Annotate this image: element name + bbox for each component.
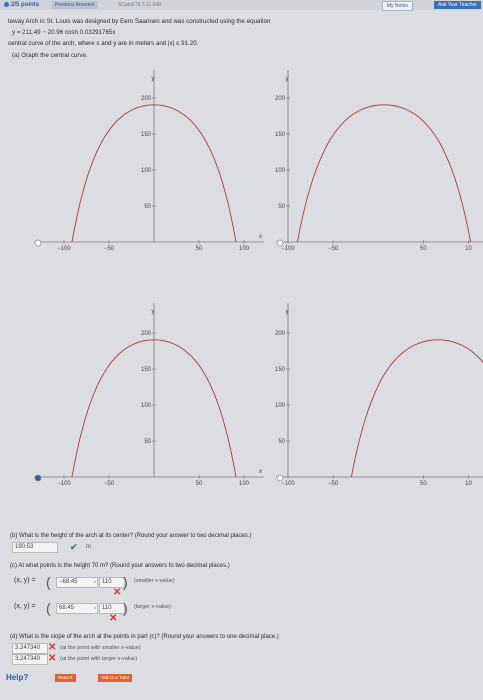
x-tick-label: −50 [103,246,115,252]
x-axis-label: x [259,234,262,240]
graph-option-2[interactable] [276,62,483,282]
x-tick-label: −50 [328,481,339,487]
incorrect-x-icon: ✕ [48,642,57,653]
y-tick-label: 50 [278,204,285,210]
problem-intro-line1: teway Arch in St. Louis was designed by Eero Saarinen and was constructed using the equation [8,18,271,25]
correct-check-icon: ✔ [70,542,78,552]
part-d-answer1-field[interactable]: 3.247340 [12,643,48,654]
comma-separator: , [94,603,96,610]
graph-radio-button[interactable] [35,240,41,246]
y-tick-label: 150 [140,132,151,138]
y-tick-label: 150 [274,367,285,373]
y-axis-label: y [151,76,155,82]
problem-equation: y = 211.49 − 20.96 cosh 0.03291765x [12,29,116,36]
y-tick-label: 100 [274,403,285,409]
x-tick-label: 50 [420,481,427,487]
incorrect-x-icon: ✕ [109,613,118,624]
close-paren-icon: ) [123,600,128,616]
graph-option-4[interactable] [276,295,483,515]
x-tick-label: 100 [238,246,250,252]
y-tick-label: 200 [140,331,151,337]
part-a-question: (a) Graph the central curve. [12,52,88,59]
y-axis-label: y [151,309,155,315]
x-tick-label: −100 [281,246,295,252]
comma-separator: , [94,577,96,584]
part-d-question: (d) What is the slope of the arch at the points in part (c)? (Round your answers to one decimal place.) [10,634,279,640]
part-c-x2-field[interactable]: 68.45 [56,603,98,614]
part-c-hint2: (larger x-value) [134,604,171,610]
problem-reference: SCalcET8 3.11.048 [118,2,161,8]
my-notes-button[interactable]: My Notes [382,1,413,11]
part-c-pair1-label: (x, y) = [14,577,36,584]
graph-radio-button[interactable] [277,240,283,246]
ask-teacher-button[interactable]: Ask Your Teacher [434,1,481,9]
x-axis-label: x [259,469,262,475]
talk-to-tutor-button[interactable]: Talk to a Tutor [98,674,132,682]
x-tick-label: 50 [195,481,203,487]
graph-radio-button[interactable] [277,475,283,481]
x-tick-label: −100 [57,246,71,252]
graph-option-1[interactable] [34,62,264,282]
part-b-unit: m [86,544,91,550]
part-d-hint1: (at the point with smaller x-value) [60,645,141,651]
arch-curve [351,340,483,477]
y-axis-label: y [285,76,289,82]
y-tick-label: 50 [144,439,151,445]
part-c-question: (c) At what points is the height 70 m? (Round your answers to two decimal places.) [10,563,230,569]
incorrect-x-icon: ✕ [113,587,122,598]
arch-curve [297,105,470,242]
part-c-x1-field[interactable]: −68.45 [56,577,98,588]
part-b-question: (b) What is the height of the arch at its center? (Round your answer to two decimal places.) [10,533,252,539]
x-tick-label: 50 [420,246,427,252]
open-paren-icon: ( [46,574,51,590]
y-tick-label: 200 [274,331,285,337]
y-tick-label: 50 [278,439,285,445]
x-tick-label: −100 [57,481,71,487]
problem-intro-line3: central curve of the arch, where x and y are in meters and |x| ≤ 91.20. [8,40,199,47]
graph-radio-button[interactable] [35,475,41,481]
x-tick-label: 50 [195,246,203,252]
top-bar [0,0,483,10]
x-tick-label: −50 [328,246,339,252]
status-dot-icon [4,2,9,7]
part-b-answer-field[interactable]: 190.53 [12,542,58,553]
points-label: 2/5 points [11,2,40,8]
points-status [4,0,39,10]
x-tick-label: 100 [238,481,250,487]
y-tick-label: 150 [274,132,285,138]
x-tick-label: −50 [103,481,115,487]
help-link[interactable]: Help? [6,673,29,682]
x-tick-label: −100 [281,481,295,487]
graph-option-3[interactable] [34,295,264,515]
part-d-hint2: (at the point with larger x-value) [60,656,138,662]
y-tick-label: 100 [274,168,285,174]
open-paren-icon: ( [46,600,51,616]
y-tick-label: 200 [140,96,151,102]
close-paren-icon: ) [123,574,128,590]
x-tick-label: 10 [465,246,472,252]
read-it-button[interactable]: Read It [55,674,76,682]
previous-answers-button[interactable]: Previous Answers [52,1,98,9]
y-tick-label: 50 [144,204,151,210]
incorrect-x-icon: ✕ [48,653,57,664]
part-d-answer2-field[interactable]: 3.247340 [12,654,48,665]
part-c-y1-field[interactable]: 110 [99,577,125,588]
y-tick-label: 150 [140,367,151,373]
y-axis-label: y [285,309,289,315]
part-c-pair2-label: (x, y) = [14,603,36,610]
y-tick-label: 200 [274,96,285,102]
y-tick-label: 100 [140,403,151,409]
part-c-hint1: (smaller x-value) [134,578,175,584]
y-tick-label: 100 [140,168,151,174]
part-c-y2-field[interactable]: 110 [99,603,125,614]
x-tick-label: 10 [465,481,472,487]
